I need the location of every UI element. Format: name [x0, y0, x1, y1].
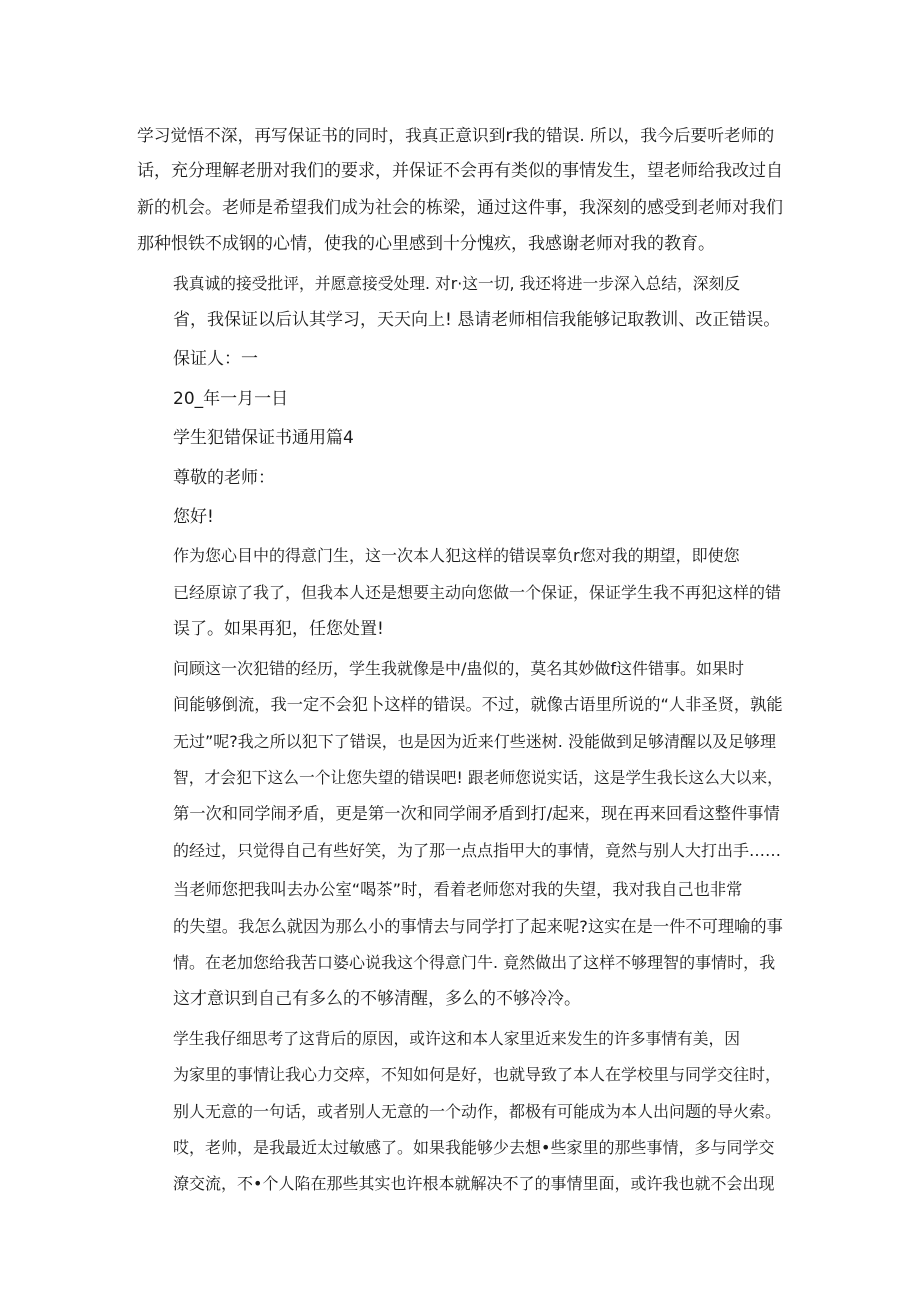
paragraph-1 [137, 117, 783, 263]
text-line: 这才意识到自己有多么的不够清醒，多么的不够冷冷。 [173, 989, 581, 1010]
text-line: 为家里的事情让我心力交瘁，不知如何是好，也就导致了本人在学校里与同学交往时， [173, 1065, 782, 1085]
text-line: 省，我保证以后认其学习，天天向上! 恳请老师相信我能够记取教训、改正错误。 [173, 310, 781, 331]
paragraph-2 [137, 266, 783, 339]
text-line: 话，充分理解老册对我们的要求，并保证不会再有类似的事情发生，望老师给我改过自 [137, 161, 783, 182]
paragraph-3 [137, 538, 783, 647]
greeting [137, 499, 783, 535]
document-body [137, 117, 783, 1203]
text-line: 误了。如果再犯，任您处置! [173, 619, 384, 640]
paragraph-4 [137, 651, 783, 869]
text-line: 智，才会犯下这么一个让您失望的错误吧! 跟老师您说实话，这是学生我长这么大以来， [173, 767, 783, 787]
text-line: 情。在老加您给我苦口婆心说我这个得意门牛. 竟然做出了这样不够理智的事情时，我 [173, 952, 776, 972]
guarantor-line [137, 341, 783, 377]
text-line: 作为您心目中的得意门生，这一次本人犯这样的错误辜负r您对我的期望，即使您 [173, 546, 740, 566]
text-line: 的经过，只觉得自己有些好笑，为了那一点点指甲大的事情，竟然与别人大打出手…… [173, 840, 782, 860]
text-line: 无过”呢?我之所以犯下了错误，也是因为近来仃些迷树. 没能做到足够清醒以及足够理 [173, 731, 776, 751]
text-line: 问顾这一次犯错的经历，学生我就像是中/蛊似的，莫名其妙做f这件错事。如果时 [173, 658, 745, 678]
text-line: 新的机会。老师是希望我们成为社会的栋梁，通过这件事，我深刻的感受到老师对我们 [137, 197, 783, 218]
text-line: 20_年一月一日 [173, 388, 289, 409]
text-line: 间能够倒流，我一定不会犯卜这样的错误。不过，就像古语里所说的“人非圣贤，孰能 [173, 695, 783, 715]
text-line: 学生我仔细思考了这背后的原因，或许这和本人家里近来发生的许多事情有美，因 [173, 1028, 740, 1048]
text-line: 保证人：一 [173, 349, 258, 370]
paragraph-5 [137, 872, 783, 1018]
text-line: 哎，老帅，是我最近太过敏感了。如果我能够少去想•些家里的那些事情，多与同学交 [173, 1137, 775, 1157]
date-line [137, 381, 783, 417]
text-line: 第一次和同学闹矛盾，更是第一次和同学闹矛盾到打/起来，现在再来回看这整件事情 [173, 804, 780, 824]
text-line: 已经原谅了我了，但我本人还是想要主动向您做一个保证，保证学生我不再犯这样的错 [173, 582, 782, 602]
text-line: 尊敬的老师： [173, 467, 275, 488]
text-line: 学生犯错保证书通用篇4 [173, 428, 354, 449]
text-line: 的失望。我怎么就因为那么小的事情去与同学打了起来呢?这实在是一件不可理喻的事 [173, 916, 783, 936]
text-line: 您好! [173, 507, 214, 528]
paragraph-6 [137, 1021, 783, 1203]
section-title [137, 420, 783, 456]
text-line: 潦交流，不•个人陷在那些其实也许根本就解决不了的事情里面，或许我也就不会出现 [173, 1174, 775, 1194]
salutation [137, 460, 783, 496]
text-line: 别人无意的一句话，或者别人无意的一个动作，都极有可能成为本人出问题的导火索。 [173, 1101, 782, 1121]
text-line: 学习觉悟不深，再写保证书的同时，我真正意识到r我的错误. 所以，我今后要听老师的 [137, 125, 775, 145]
text-line: 当老师您把我叫去办公室“喝茶”时，看着老师您对我的失望，我对我自己也非常 [173, 880, 743, 900]
text-line: 我真诚的接受批评，并愿意接受处理. 对r·这一切, 我还将进一步深入总结，深刻反 [173, 273, 741, 293]
text-line: 那种恨铁不成钢的心情，使我的心里感到十分愧疚，我感谢老师对我的教育。 [137, 234, 715, 255]
